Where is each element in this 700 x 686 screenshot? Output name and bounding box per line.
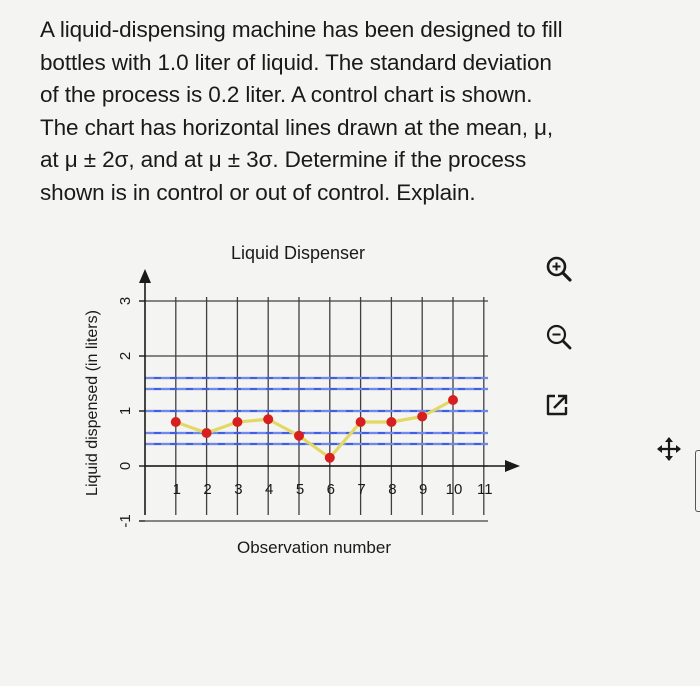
open-external-button[interactable]	[540, 388, 574, 422]
data-point	[202, 428, 212, 438]
question-line: The chart has horizontal lines drawn at the mean, μ,	[40, 114, 554, 140]
data-point	[171, 417, 181, 427]
y-axis-label: Liquid dispensed (in liters)	[84, 310, 101, 496]
move-button[interactable]	[652, 432, 686, 466]
data-point	[232, 417, 242, 427]
side-panel-edge	[695, 450, 700, 512]
move-icon	[654, 434, 684, 464]
x-tick-label: 9	[419, 481, 428, 498]
data-point	[294, 431, 304, 441]
x-axis-label: Observation number	[236, 538, 392, 557]
data-point	[263, 414, 273, 424]
data-point	[417, 412, 427, 422]
x-tick-label: 3	[234, 481, 243, 498]
question-line: A liquid-dispensing machine has been designed to fill	[40, 17, 563, 42]
y-tick-label: 1	[116, 406, 134, 416]
question-line: bottles with 1.0 liter of liquid. The standard deviation	[40, 49, 552, 75]
y-axis-arrow	[139, 269, 151, 283]
chart-title: Liquid Dispenser	[230, 243, 366, 263]
question-line: shown is in control or out of control. Explain.	[40, 179, 476, 205]
data-point	[356, 417, 366, 427]
x-tick-label: 11	[477, 481, 493, 498]
y-tick-label: 2	[116, 351, 134, 361]
data-point	[448, 395, 458, 405]
data-point	[325, 453, 335, 463]
x-tick-label: 10	[445, 481, 463, 498]
question-line: at μ ± 2σ, and at μ ± 3σ. Determine if the process	[40, 147, 527, 173]
x-tick-label: 7	[357, 481, 366, 498]
data-point	[386, 417, 396, 427]
x-tick-label: 6	[326, 481, 335, 498]
zoom-in-icon	[544, 254, 574, 284]
x-tick-label: 5	[295, 481, 305, 498]
x-tick-label: 1	[172, 481, 181, 498]
x-tick-label: 2	[203, 481, 212, 498]
x-tick-label: 4	[265, 481, 274, 498]
question-line: of the process is 0.2 liter. A control chart is shown.	[40, 82, 533, 108]
y-tick-label: 0	[116, 461, 134, 471]
zoom-out-button[interactable]	[542, 320, 576, 354]
y-tick-label: -1	[116, 514, 134, 528]
x-tick-label: 8	[388, 481, 397, 498]
zoom-out-icon	[544, 322, 574, 352]
x-axis-arrow	[505, 460, 520, 472]
series-line	[176, 400, 453, 458]
zoom-in-button[interactable]	[542, 252, 576, 286]
open-external-icon	[542, 390, 572, 420]
y-tick-label: 3	[116, 296, 134, 306]
